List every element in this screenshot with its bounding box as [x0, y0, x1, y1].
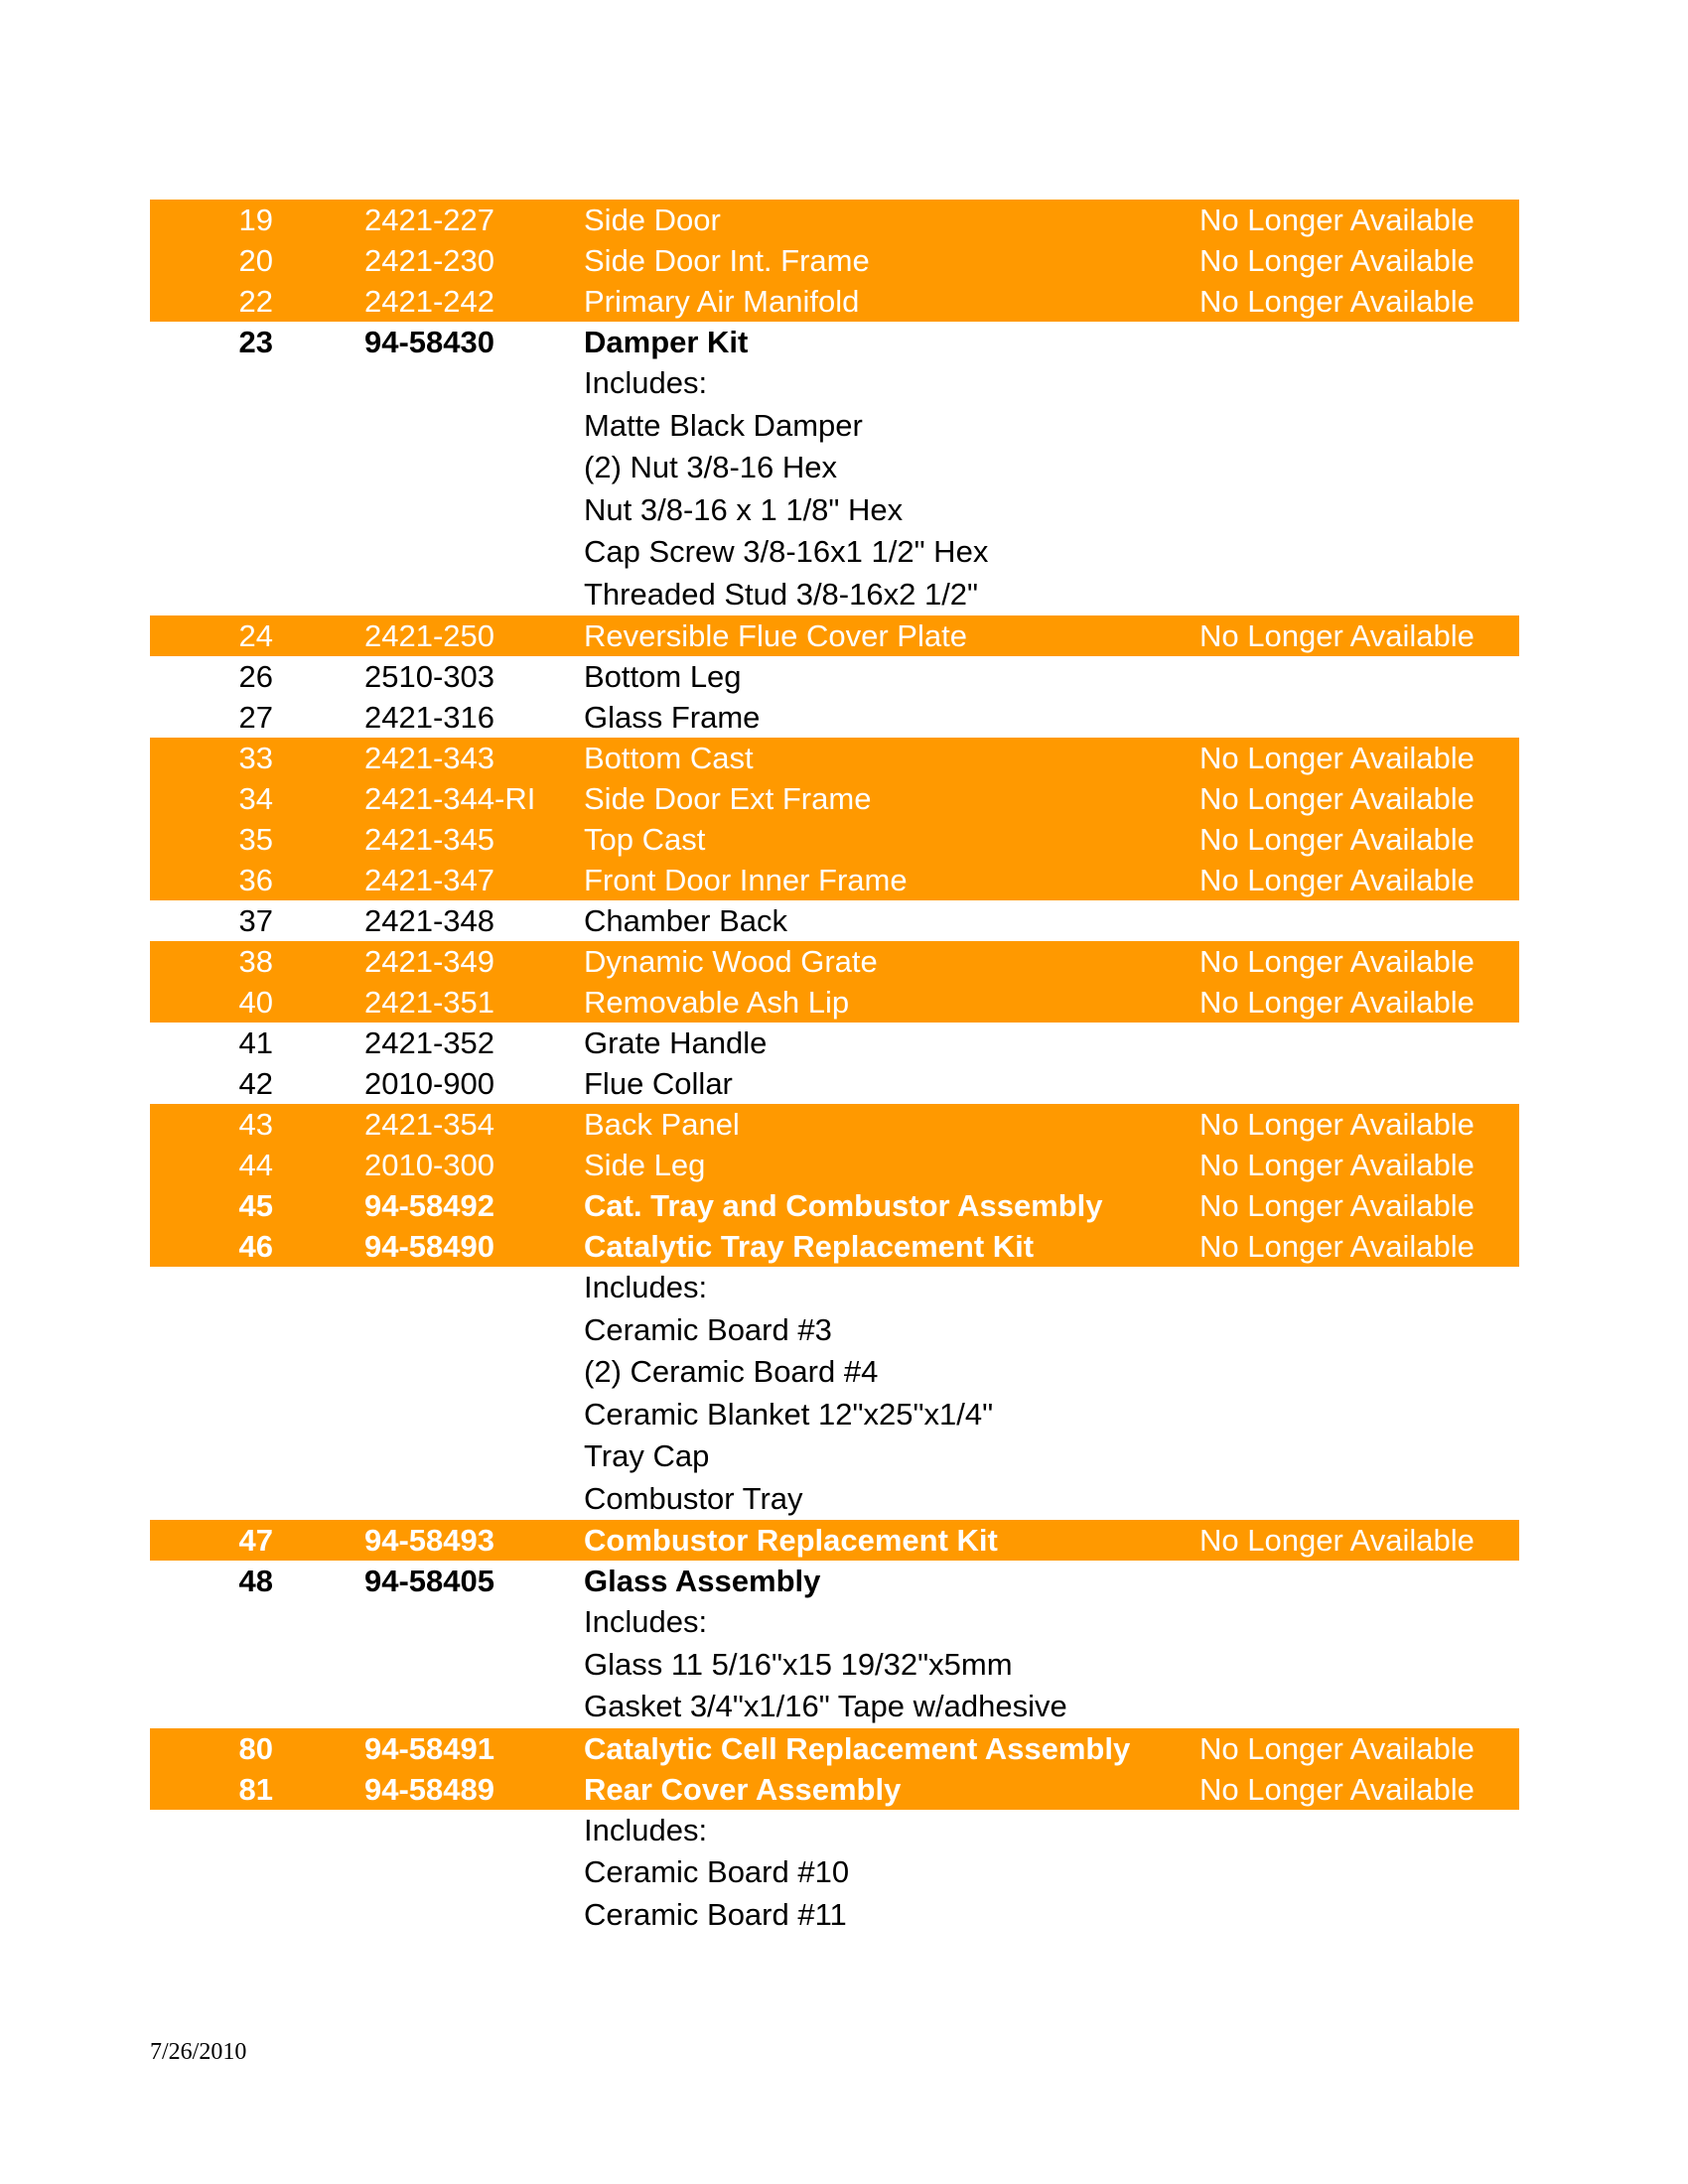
part-description: Top Cast — [584, 822, 706, 857]
item-number: 20 — [238, 243, 273, 278]
table-row — [150, 697, 1519, 738]
availability-status: No Longer Available — [1199, 1107, 1475, 1142]
part-description: Back Panel — [584, 1107, 740, 1142]
includes-row — [150, 1478, 1519, 1521]
item-number: 46 — [238, 1229, 273, 1264]
part-description: Nut 3/8-16 x 1 1/8" Hex — [584, 491, 904, 527]
part-description: Bottom Leg — [584, 659, 742, 694]
part-description: Ceramic Board #3 — [584, 1311, 832, 1347]
part-description: Ceramic Board #11 — [584, 1896, 847, 1932]
table-row — [150, 1769, 1519, 1810]
item-number: 40 — [238, 985, 273, 1020]
availability-status: No Longer Available — [1199, 863, 1475, 897]
part-number: 2010-900 — [364, 1066, 495, 1101]
table-row — [150, 281, 1519, 322]
table-row — [150, 240, 1519, 281]
table-row — [150, 322, 1519, 362]
availability-status: No Longer Available — [1199, 1523, 1475, 1558]
includes-row — [150, 1394, 1519, 1436]
includes-row — [150, 531, 1519, 574]
item-number: 19 — [238, 203, 273, 237]
item-number: 23 — [238, 325, 273, 359]
item-number: 42 — [238, 1066, 273, 1101]
includes-row — [150, 1435, 1519, 1478]
part-description: Combustor Replacement Kit — [584, 1523, 998, 1558]
availability-status: No Longer Available — [1199, 985, 1475, 1020]
item-number: 48 — [238, 1564, 273, 1598]
part-description: Cat. Tray and Combustor Assembly — [584, 1188, 1103, 1223]
parts-table — [150, 200, 1519, 1936]
item-number: 26 — [238, 659, 273, 694]
availability-status: No Longer Available — [1199, 1229, 1475, 1264]
part-description: Combustor Tray — [584, 1480, 803, 1516]
includes-row — [150, 1267, 1519, 1309]
part-description: Damper Kit — [584, 325, 749, 359]
part-number: 2421-230 — [364, 243, 495, 278]
includes-row — [150, 574, 1519, 616]
part-number: 2510-303 — [364, 659, 495, 694]
table-row — [150, 615, 1519, 656]
availability-status: No Longer Available — [1199, 1771, 1475, 1807]
includes-row — [150, 489, 1519, 532]
table-row — [150, 1063, 1519, 1104]
part-description: Catalytic Cell Replacement Assembly — [584, 1730, 1131, 1766]
table-row — [150, 1728, 1519, 1769]
part-description: Includes: — [584, 365, 708, 400]
table-row — [150, 738, 1519, 778]
table-row — [150, 1145, 1519, 1185]
table-row — [150, 860, 1519, 900]
part-description: Catalytic Tray Replacement Kit — [584, 1229, 1035, 1264]
part-number: 94-58490 — [364, 1229, 495, 1264]
includes-row — [150, 362, 1519, 405]
availability-status: No Longer Available — [1199, 1730, 1475, 1766]
part-number: 2010-300 — [364, 1148, 495, 1182]
item-number: 41 — [238, 1025, 273, 1060]
part-description: (2) Ceramic Board #4 — [584, 1354, 879, 1389]
includes-row — [150, 1351, 1519, 1394]
part-number: 2421-347 — [364, 863, 495, 897]
part-description: Tray Cap — [584, 1438, 710, 1473]
table-row — [150, 778, 1519, 819]
part-number: 94-58489 — [364, 1771, 495, 1807]
availability-status: No Longer Available — [1199, 618, 1475, 653]
part-description: Side Door Ext Frame — [584, 781, 872, 816]
part-number: 2421-345 — [364, 822, 495, 857]
part-description: Gasket 3/4"x1/16" Tape w/adhesive — [584, 1689, 1067, 1723]
part-number: 2421-354 — [364, 1107, 495, 1142]
part-description: Cap Screw 3/8-16x1 1/2" Hex — [584, 534, 989, 569]
includes-row — [150, 1894, 1519, 1937]
part-number: 94-58405 — [364, 1564, 495, 1598]
item-number: 80 — [238, 1730, 273, 1766]
part-number: 2421-348 — [364, 903, 495, 938]
part-description: Includes: — [584, 1604, 708, 1639]
part-description: Threaded Stud 3/8-16x2 1/2" — [584, 576, 979, 612]
table-row — [150, 1520, 1519, 1561]
item-number: 35 — [238, 822, 273, 857]
availability-status: No Longer Available — [1199, 822, 1475, 857]
includes-row — [150, 1810, 1519, 1852]
part-number: 2421-344-RI — [364, 781, 536, 816]
part-description: Grate Handle — [584, 1025, 768, 1060]
includes-row — [150, 1644, 1519, 1687]
item-number: 45 — [238, 1188, 273, 1223]
item-number: 24 — [238, 618, 273, 653]
part-description: Removable Ash Lip — [584, 985, 850, 1020]
item-number: 43 — [238, 1107, 273, 1142]
item-number: 22 — [238, 284, 273, 319]
includes-row — [150, 405, 1519, 448]
part-description: Glass 11 5/16"x15 19/32"x5mm — [584, 1646, 1013, 1682]
part-description: Includes: — [584, 1270, 708, 1304]
part-description: Matte Black Damper — [584, 407, 863, 443]
part-number: 2421-242 — [364, 284, 495, 319]
part-description: Side Door Int. Frame — [584, 243, 870, 278]
part-number: 2421-227 — [364, 203, 495, 237]
item-number: 47 — [238, 1523, 273, 1558]
table-row — [150, 1104, 1519, 1145]
part-description: Ceramic Board #10 — [584, 1854, 850, 1889]
includes-row — [150, 1851, 1519, 1894]
part-description: Bottom Cast — [584, 741, 754, 775]
includes-row — [150, 447, 1519, 489]
part-number: 2421-250 — [364, 618, 495, 653]
table-row — [150, 1561, 1519, 1601]
part-description: Flue Collar — [584, 1066, 733, 1101]
table-row — [150, 982, 1519, 1023]
part-description: Primary Air Manifold — [584, 284, 860, 319]
part-number: 2421-351 — [364, 985, 495, 1020]
table-row — [150, 941, 1519, 982]
part-description: Side Door — [584, 203, 721, 237]
includes-row — [150, 1686, 1519, 1728]
part-description: Dynamic Wood Grate — [584, 944, 878, 979]
part-number: 2421-316 — [364, 700, 495, 735]
item-number: 36 — [238, 863, 273, 897]
item-number: 38 — [238, 944, 273, 979]
availability-status: No Longer Available — [1199, 243, 1475, 278]
availability-status: No Longer Available — [1199, 1188, 1475, 1223]
includes-row — [150, 1309, 1519, 1352]
part-description: Rear Cover Assembly — [584, 1771, 902, 1807]
includes-row — [150, 1601, 1519, 1644]
part-number: 94-58430 — [364, 325, 495, 359]
table-row — [150, 656, 1519, 697]
item-number: 44 — [238, 1148, 273, 1182]
item-number: 37 — [238, 903, 273, 938]
part-number: 94-58492 — [364, 1188, 495, 1223]
part-number: 2421-343 — [364, 741, 495, 775]
part-description: Glass Frame — [584, 700, 761, 735]
table-row — [150, 1023, 1519, 1063]
availability-status: No Longer Available — [1199, 741, 1475, 775]
part-description: Ceramic Blanket 12"x25"x1/4" — [584, 1396, 994, 1432]
part-description: Chamber Back — [584, 903, 788, 938]
item-number: 34 — [238, 781, 273, 816]
part-description: Includes: — [584, 1812, 708, 1847]
part-description: Glass Assembly — [584, 1564, 821, 1598]
availability-status: No Longer Available — [1199, 203, 1475, 237]
table-row — [150, 1226, 1519, 1267]
part-description: Front Door Inner Frame — [584, 863, 908, 897]
item-number: 27 — [238, 700, 273, 735]
part-description: (2) Nut 3/8-16 Hex — [584, 450, 837, 484]
table-row — [150, 200, 1519, 240]
part-number: 94-58491 — [364, 1730, 495, 1766]
part-description: Reversible Flue Cover Plate — [584, 618, 967, 653]
table-row — [150, 1185, 1519, 1226]
item-number: 81 — [238, 1771, 273, 1807]
item-number: 33 — [238, 741, 273, 775]
availability-status: No Longer Available — [1199, 944, 1475, 979]
availability-status: No Longer Available — [1199, 781, 1475, 816]
part-number: 2421-349 — [364, 944, 495, 979]
part-description: Side Leg — [584, 1148, 706, 1182]
part-number: 2421-352 — [364, 1025, 495, 1060]
availability-status: No Longer Available — [1199, 1148, 1475, 1182]
table-row — [150, 819, 1519, 860]
footer-date: 7/26/2010 — [150, 2039, 247, 2065]
part-number: 94-58493 — [364, 1523, 495, 1558]
availability-status: No Longer Available — [1199, 284, 1475, 319]
table-row — [150, 900, 1519, 941]
